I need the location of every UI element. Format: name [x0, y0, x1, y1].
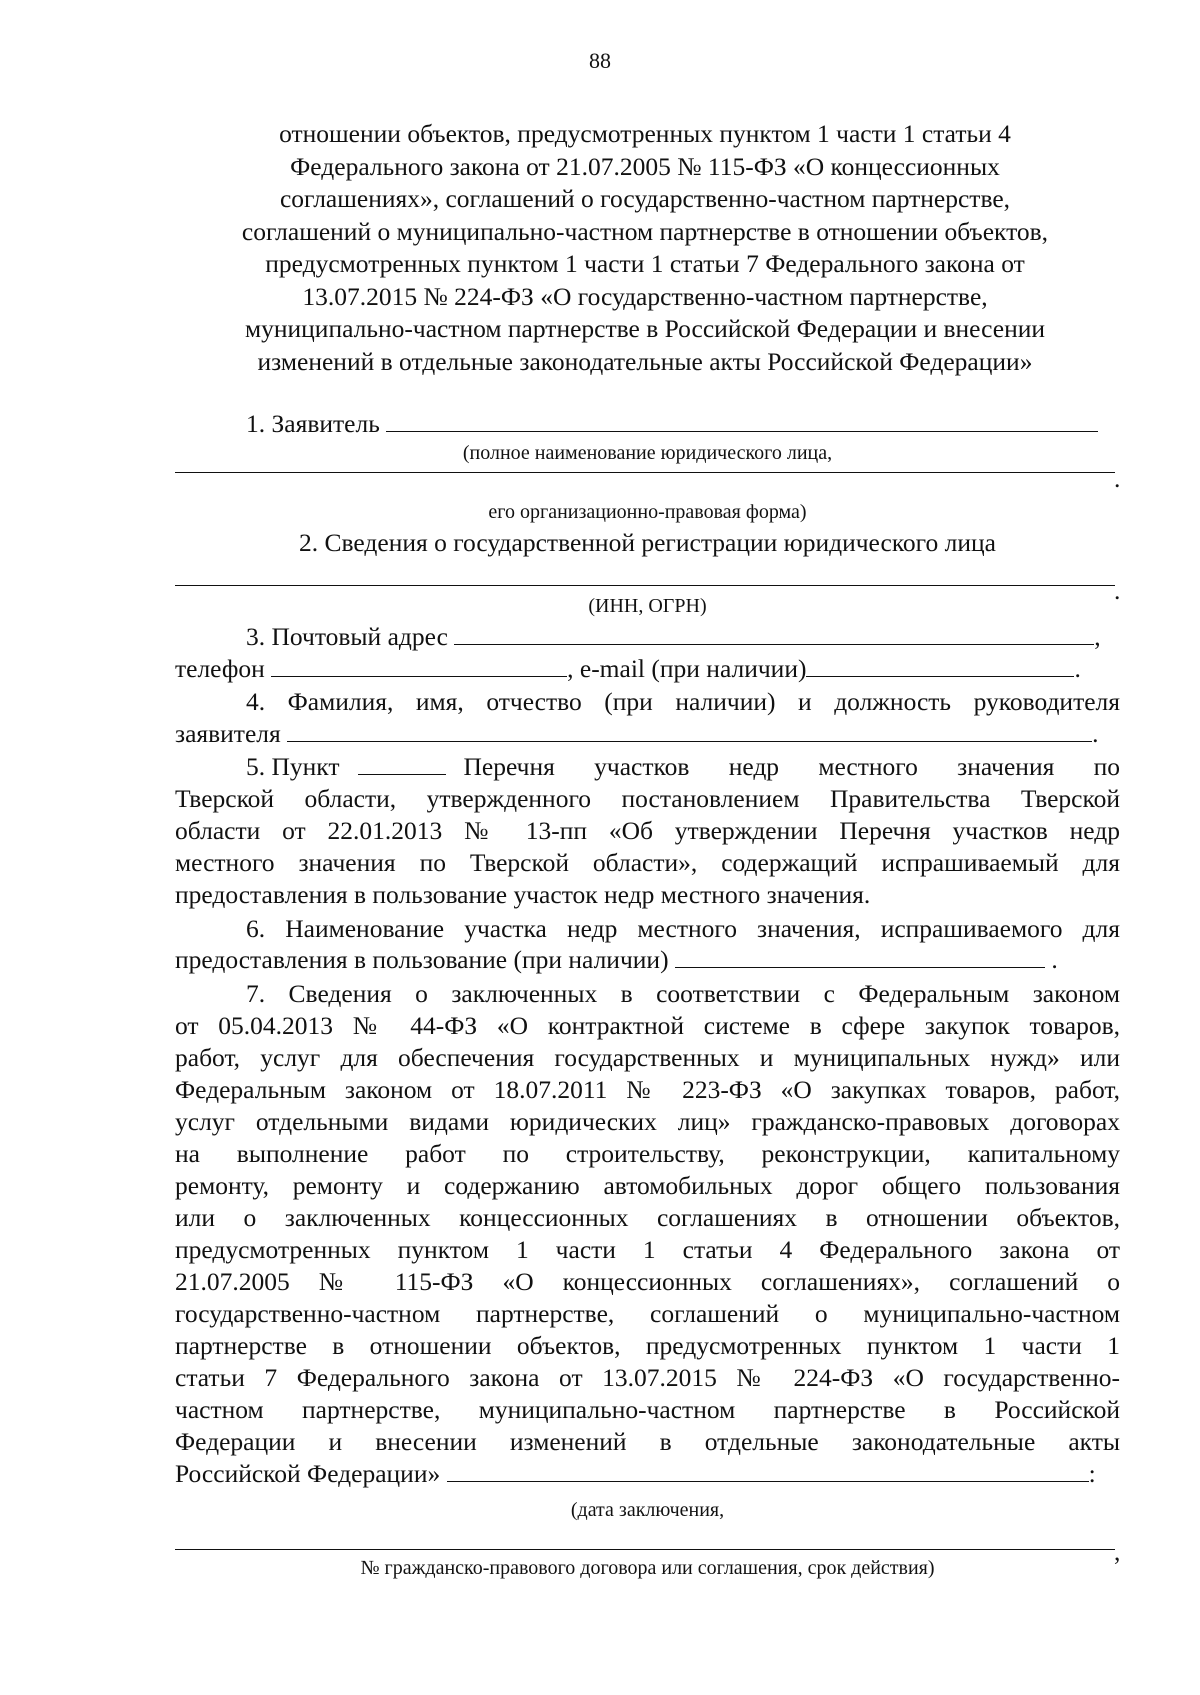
- title-line: муниципально-частном партнерстве в Российской Федерации и внесении: [244, 314, 1046, 343]
- title-line: соглашений о муниципально-частном партнерстве в отношении объектов,: [241, 216, 1049, 246]
- item6-label: предоставления в пользование (при наличии): [175, 945, 669, 974]
- item3-comma: ,: [1094, 622, 1101, 651]
- item3-address: [175, 621, 1120, 653]
- item1-applicant: [175, 408, 1120, 440]
- item7-last-label: Российской Федерации»: [175, 1459, 441, 1488]
- item4-line2: [175, 718, 1120, 750]
- item1-label: 1. Заявитель: [246, 409, 380, 438]
- item2-label: 2. Сведения о государственной регистрации юридического лица: [299, 528, 996, 557]
- item7-last-line: [175, 1458, 1120, 1490]
- item3-contacts: [175, 653, 1120, 685]
- item7-line: от 05.04.2013 № 44-ФЗ «О контрактной системе в сфере закупок товаров,: [175, 1011, 1120, 1040]
- item4-line1: 4. Фамилия, имя, отчество (при наличии) и должность руководителя: [246, 687, 1120, 716]
- item7-line: партнерстве в отношении объектов, предусмотренных пунктом 1 части 1: [175, 1331, 1120, 1360]
- item6-line1: 6. Наименование участка недр местного значения, испрашиваемого для: [246, 914, 1120, 943]
- item4-label: заявителя: [175, 719, 281, 748]
- phone-label: телефон: [175, 654, 265, 683]
- page-number: 88: [589, 48, 611, 73]
- item3-label: 3. Почтовый адрес: [246, 622, 448, 651]
- item5-line: предоставления в пользование участок недр местного значения.: [175, 880, 871, 909]
- title-line: Федерального закона от 21.07.2005 № 115-ФЗ «О концессионных: [290, 151, 1000, 181]
- item5-line1: [175, 751, 1120, 783]
- title-line: отношении объектов, предусмотренных пунктом 1 части 1 статьи 4: [279, 119, 1011, 148]
- form-title: [170, 118, 1120, 378]
- item5-number-field[interactable]: [358, 752, 446, 775]
- item7-line: государственно-частном партнерстве, соглашений о муниципально-частном: [175, 1299, 1120, 1328]
- postal-address-field[interactable]: [454, 622, 1094, 645]
- item7-line: 7. Сведения о заключенных в соответствии с Федеральным законом: [246, 979, 1120, 1008]
- item7-line: Федеральным законом от 18.07.2011 № 223-ФЗ «О закупках товаров, работ,: [175, 1075, 1120, 1104]
- title-line: предусмотренных пунктом 1 части 1 статьи 7 Федерального закона от: [265, 249, 1025, 278]
- contract-details-field[interactable]: [175, 1549, 1115, 1550]
- director-field[interactable]: [287, 719, 1092, 742]
- item3-period: .: [1074, 654, 1081, 683]
- email-label: , e-mail (при наличии): [567, 654, 807, 683]
- item1-caption1: (полное наименование юридического лица,: [462, 442, 833, 464]
- item5-line: Тверской области, утвержденного постановлением Правительства Тверской: [175, 784, 1120, 813]
- applicant-name-field[interactable]: [386, 409, 1098, 432]
- item5-label: 5. Пункт: [246, 752, 340, 781]
- item6-line2: [175, 944, 1120, 976]
- applicant-form-field[interactable]: [175, 472, 1115, 473]
- item6-period: .: [1051, 945, 1058, 974]
- item7-comma: ,: [1114, 1537, 1121, 1566]
- item7-line: ремонту, ремонту и содержанию автомобильных дорог общего пользования: [175, 1171, 1120, 1200]
- item7-line: или о заключенных концессионных соглашениях в отношении объектов,: [175, 1203, 1120, 1232]
- item7-line: услуг отдельными видами юридических лиц» гражданско-правовых договорах: [175, 1107, 1120, 1136]
- item7-caption1: (дата заключения,: [570, 1499, 725, 1521]
- item7-line: 21.07.2005 № 115-ФЗ «О концессионных соглашениях», соглашений о: [175, 1267, 1120, 1296]
- item7-line: Федерации и внесении изменений в отдельные законодательные акты: [175, 1427, 1120, 1456]
- item7-caption2: № гражданско-правового договора или соглашения, срок действия): [360, 1557, 935, 1579]
- title-line: изменений в отдельные законодательные акты Российской Федерации»: [257, 346, 1033, 376]
- item5-line: области от 22.01.2013 № 13-пп «Об утверждении Перечня участков недр: [175, 816, 1120, 845]
- title-line: 13.07.2015 № 224-ФЗ «О государственно-частном партнерстве,: [302, 281, 988, 311]
- item7-line: частном партнерстве, муниципально-частном партнерстве в Российской: [175, 1395, 1120, 1424]
- item2-caption: (ИНН, ОГРН): [588, 595, 707, 617]
- phone-field[interactable]: [271, 654, 567, 677]
- item7-colon: :: [1088, 1459, 1096, 1488]
- registration-field[interactable]: [175, 585, 1115, 586]
- item1-caption2: его организационно-правовая форма): [488, 501, 807, 523]
- item7-line: предусмотренных пунктом 1 части 1 статьи 4 Федерального закона от: [175, 1235, 1120, 1264]
- item5-line1-rest: Перечня участков недр местного значения по: [463, 752, 1120, 781]
- item7-line: на выполнение работ по строительству, реконструкции, капитальному: [175, 1139, 1120, 1168]
- item7-line: работ, услуг для обеспечения государственных и муниципальных нужд» или: [175, 1043, 1120, 1072]
- item4-period: .: [1092, 719, 1099, 748]
- item7-line: статьи 7 Федерального закона от 13.07.2015 № 224-ФЗ «О государственно-: [175, 1363, 1120, 1392]
- item2-period: .: [1114, 576, 1121, 605]
- contract-field[interactable]: [447, 1459, 1089, 1482]
- title-line: соглашениях», соглашений о государственно-частном партнерстве,: [279, 184, 1011, 213]
- email-field[interactable]: [806, 654, 1074, 677]
- item1-period: .: [1114, 464, 1121, 493]
- item5-line: местного значения по Тверской области», содержащий испрашиваемый для: [175, 848, 1120, 877]
- subsoil-name-field[interactable]: [675, 945, 1045, 968]
